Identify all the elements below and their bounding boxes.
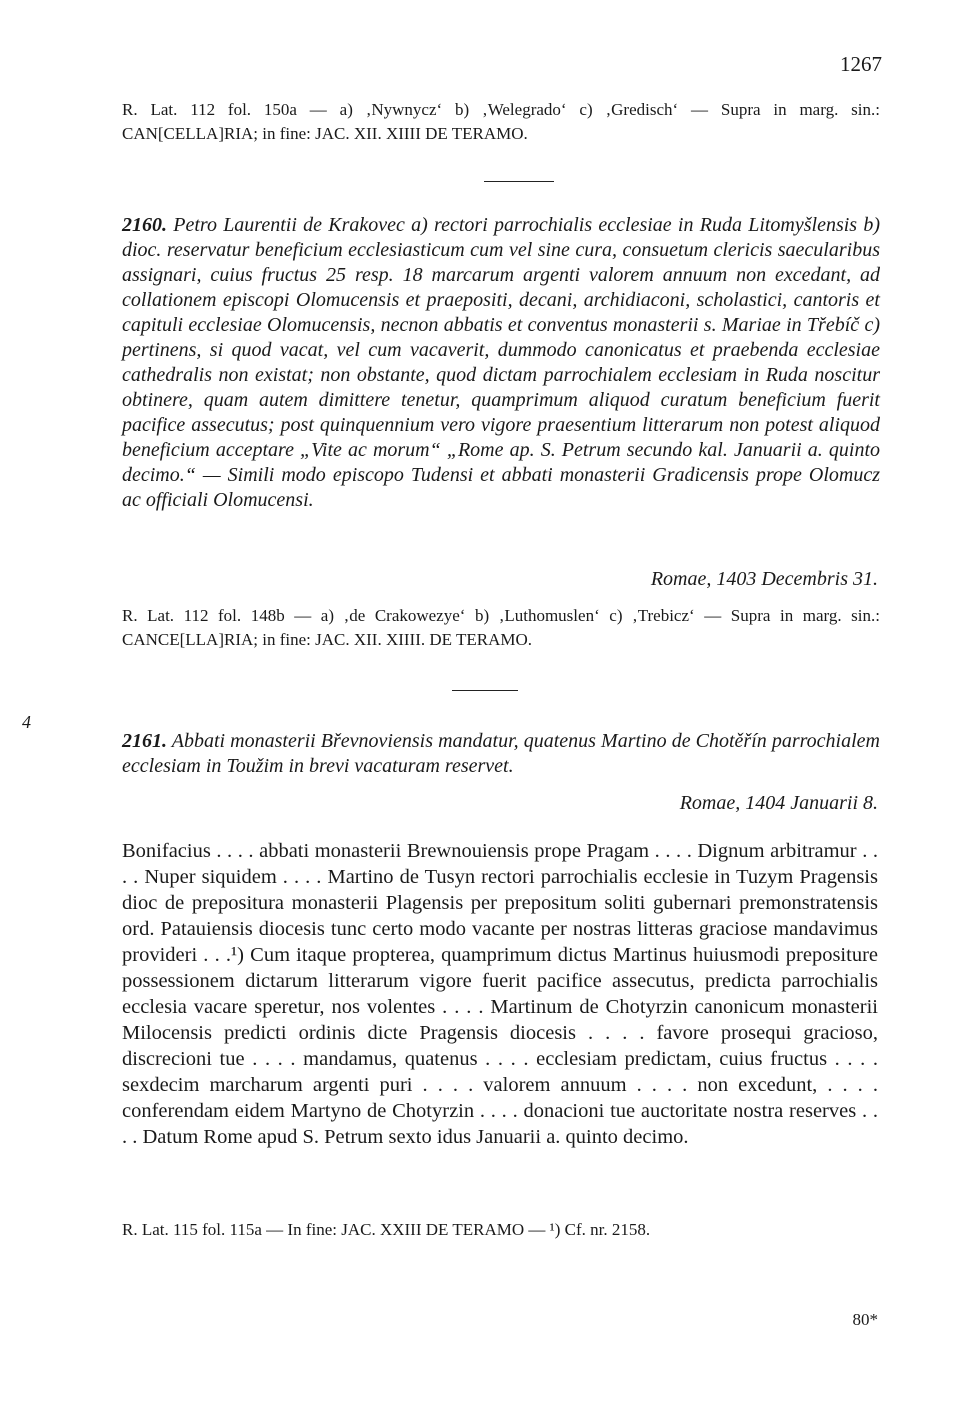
register-note-2: R. Lat. 112 fol. 148b — a) ‚de Crakowezye‘ b) ‚Luthomuslen‘ c) ‚Trebicz‘ — Supra in marg. sin.: CANCE[LLA]RIA; in fine: JAC. XII. XIIII. DE TERAMO.: [122, 606, 880, 649]
document-body-text: Bonifacius . . . . abbati monasterii Brewnouiensis prope Pragam . . . . Dignum arbitramur . . . . Nuper siquidem . . . . Martino de Tusyn rectori parrochialis ecclesie in Tuzym Pragensis dioc de prepositura monasterii Plagensis per prepositum soliti gubernari premonstratensis ord. Patauiensis diocesis tunc certo modo vacante per nostras litteras graciose mandavimus provideri . . .¹) Cum itaque propterea, quamprimum dictus Martinus huiusmodi prepositure possessionem dictarum litterarum vigore fuerit pacifice assecutus, predicta parrochialis ecclesia vacare speretur, nos volentes . . . . Martinum de Chotyrzin canonicum monasterii Milocensis predicti ordinis dicte Pragensis diocesis . . . . favore prosequi gracioso, discrecioni tue . . . . mandamus, quatenus . . . . ecclesiam predictam, cuius fructus . . . . sexdecim marcharum argenti puri . . . . valorem annuum . . . . non excedunt, . . . . conferendam eidem Martyno de Chotyrzin . . . . donacioni tue auctoritate nostra reserves . . . . Datum Rome apud S. Petrum sexto idus Januarii a. quinto decimo.: [122, 840, 878, 1148]
register-note-3: R. Lat. 115 fol. 115a — In fine: JAC. XXIII DE TERAMO — ¹) Cf. nr. 2158.: [122, 1220, 651, 1239]
separator-rule-2: [452, 690, 518, 691]
entry-2161: [122, 729, 880, 779]
separator-rule-1: [484, 181, 554, 182]
entry-number: 2161.: [122, 730, 167, 752]
entry-2160-dateline: Romae, 1403 Decembris 31.: [650, 568, 878, 590]
entry-2160: [122, 213, 880, 513]
entry-text: Petro Laurentii de Krakovec a) rectori parrochialis ecclesiae in Ruda Litomyšlensis b) dioc. reservatur beneficium ecclesiasticum cum vel sine cura, consuetum clericis saecularibus assignari, cuius fructus 25 resp. 18 marcarum argenti valorem annuum non excedant, ad collationem episcopi Olomucensis et praepositi, decani, archidiaconi, scholastici, cantoris et capituli ecclesiae Olomucensis, necnon abbatis et conventus monasterii s. Mariae in Třebíč c) pertinens, si quod vacat, vel cum vacaverit, dummodo canonicatus et praebenda ecclesiae cathedralis non existat; non obstante, quod dictam parrochialem ecclesiam in Ruda noscitur obtinere, quam autem dimittere tenetur, quamprimum aliquod curatum beneficium fuerit pacifice assecutus; post quinquennium vero vigore praesentium litterarum non potest aliquod beneficium acceptare „Vite ac morum“ „Rome ap. S. Petrum secundo kal. Januarii a. quinto decimo.“ — Simili modo episcopo Tudensi et abbati monasterii Gradicensis prope Olomucz ac officiali Olomucensi.: [122, 214, 880, 511]
entry-text: Abbati monasterii Břevnoviensis mandatur, quatenus Martino de Chotěřín parrochialem ecclesiam in Toužim in brevi vacaturam reservet.: [122, 730, 880, 777]
page-number: 1267: [840, 52, 882, 76]
entry-2161-dateline: Romae, 1404 Januarii 8.: [679, 792, 878, 814]
folio-mark: 80*: [852, 1310, 878, 1329]
entry-number: 2160.: [122, 214, 167, 236]
margin-mark: 4: [22, 712, 31, 732]
register-note-1: R. Lat. 112 fol. 150a — a) ‚Nywnycz‘ b) ‚Welegrado‘ c) ‚Gredisch‘ — Supra in marg. sin.: CAN[CELLA]RIA; in fine: JAC. XII. XIIII DE TERAMO.: [122, 100, 880, 143]
